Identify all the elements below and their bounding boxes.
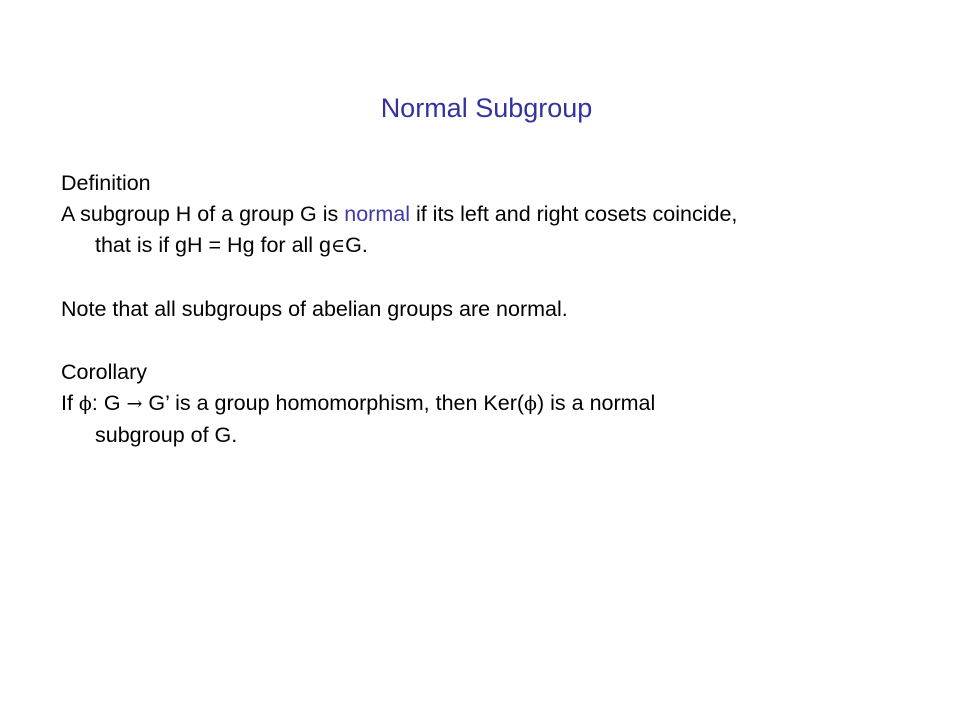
definition-line-2 xyxy=(61,230,921,262)
definition-text-a: A subgroup H of a group G is xyxy=(61,202,345,226)
definition-text-b: if its left and right cosets coincide, xyxy=(409,202,738,226)
corollary-text-c: ) is a normal xyxy=(537,391,656,415)
corollary-heading: Corollary xyxy=(61,360,148,384)
definition-text-c: that is if gH = Hg for all g xyxy=(95,233,332,257)
corollary-line-2: subgroup of G. xyxy=(95,423,238,447)
slide-body xyxy=(61,168,921,451)
corollary-text-if: If xyxy=(61,391,79,415)
phi-symbol: ϕ xyxy=(524,393,537,415)
phi-symbol: ϕ xyxy=(78,393,92,415)
corollary-line-1 xyxy=(61,388,921,420)
spacer xyxy=(61,325,921,357)
definition-line-1 xyxy=(61,199,921,230)
slide-title: Normal Subgroup xyxy=(380,93,593,123)
spacer xyxy=(61,262,921,294)
corollary-text-b: G’ is a group homomorphism, then Ker( xyxy=(142,391,525,415)
note-text: Note that all subgroups of abelian groups are normal. xyxy=(61,297,568,321)
corollary-text-a: : G xyxy=(91,391,127,415)
definition-text-d: G. xyxy=(345,233,368,257)
element-of-symbol: ∈ xyxy=(331,235,346,257)
normal-highlight: normal xyxy=(344,202,410,226)
definition-heading: Definition xyxy=(61,171,151,195)
arrow-symbol: → xyxy=(126,393,143,415)
